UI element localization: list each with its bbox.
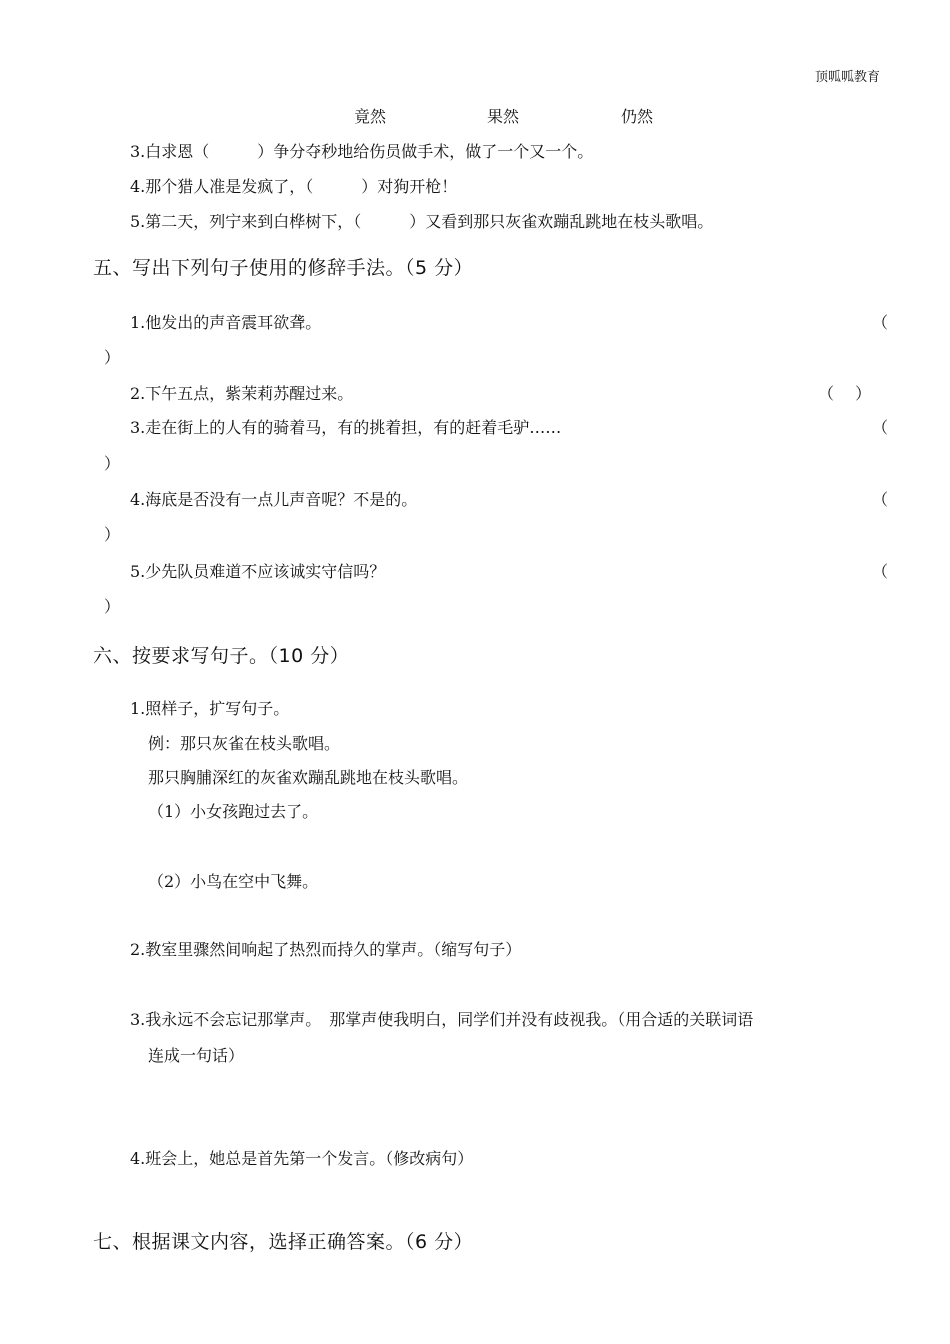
sentence-question: 2.教室里骤然间响起了热烈而持久的掌声。（缩写句子） [130, 940, 522, 959]
answer-paren-close: ） [104, 597, 121, 616]
rhetoric-question: 5.少先队员难道不应该诚实守信吗？ [130, 562, 386, 581]
rhetoric-question: 2.下午五点，紫茉莉苏醒过来。 [130, 384, 354, 403]
example-sentence: 例：那只灰雀在枝头歌唱。 [148, 734, 341, 753]
sentence-question-continued: 连成一句话） [148, 1046, 245, 1065]
fill-blank-question: 4.那个猎人准是发疯了，（ ）对狗开枪！ [130, 177, 458, 196]
rhetoric-question: 1.他发出的声音震耳欲聋。 [130, 313, 322, 332]
example-answer: 那只胸脯深红的灰雀欢蹦乱跳地在枝头歌唱。 [148, 768, 469, 787]
answer-paren-open: （ [872, 562, 889, 581]
sub-question: （2）小鸟在空中飞舞。 [148, 872, 319, 891]
answer-paren-open: （ [872, 490, 889, 509]
section-title: 六、按要求写句子。（10 分） [93, 645, 350, 667]
header-brand: 顶呱呱教育 [814, 70, 880, 85]
sentence-question: 3.我永远不会忘记那掌声。 那掌声使我明白，同学们并没有歧视我。（用合适的关联词语 [130, 1010, 754, 1029]
answer-paren-open: （ [872, 313, 889, 332]
rhetoric-question: 4.海底是否没有一点儿声音呢？不是的。 [130, 490, 418, 509]
fill-blank-question: 5.第二天，列宁来到白桦树下，（ ）又看到那只灰雀欢蹦乱跳地在枝头歌唱。 [130, 212, 714, 231]
word-bank-item: 竟然 [354, 107, 387, 126]
sub-question: （1）小女孩跑过去了。 [148, 802, 319, 821]
answer-paren-close: ） [104, 454, 121, 473]
word-bank-item: 仍然 [621, 107, 654, 126]
section-title: 七、根据课文内容，选择正确答案。（6 分） [93, 1231, 474, 1253]
fill-blank-question: 3.白求恩（ ）争分夺秒地给伤员做手术，做了一个又一个。 [130, 142, 594, 161]
answer-paren: （ ） [818, 384, 872, 403]
answer-paren-close: ） [104, 525, 121, 544]
section-title: 五、写出下列句子使用的修辞手法。（5 分） [93, 257, 474, 279]
answer-paren-open: （ [872, 418, 889, 437]
sentence-question: 1.照样子，扩写句子。 [130, 699, 290, 718]
sentence-question: 4.班会上，她总是首先第一个发言。（修改病句） [130, 1149, 474, 1168]
word-bank-item: 果然 [487, 107, 520, 126]
rhetoric-question: 3.走在街上的人有的骑着马，有的挑着担，有的赶着毛驴…… [130, 418, 562, 437]
answer-paren-close: ） [104, 348, 121, 367]
